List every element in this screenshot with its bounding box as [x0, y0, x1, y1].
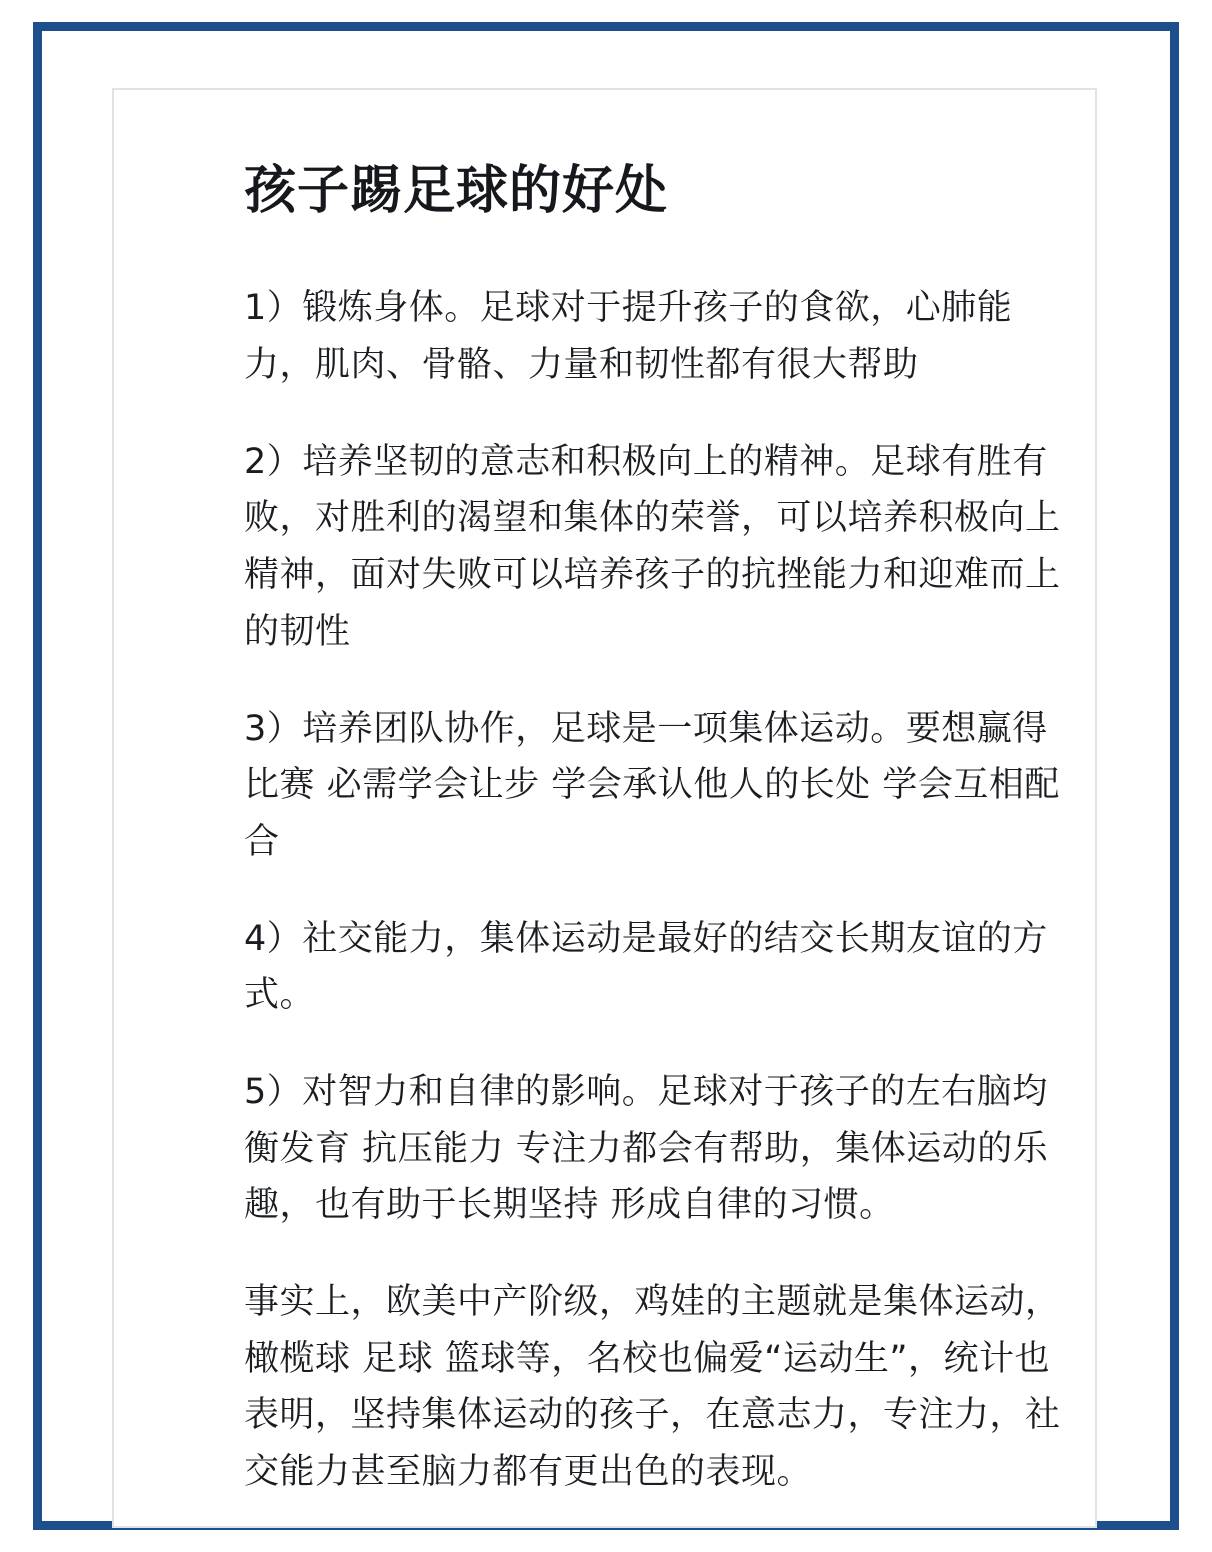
- paragraph-4: 4）社交能力，集体运动是最好的结交长期友谊的方式。: [244, 918, 1048, 1016]
- document-sheet: [112, 88, 1097, 1528]
- paragraph-3: 3）培养团队协作，足球是一项集体运动。要想赢得比赛 必需学会让步 学会承认他人的长处 学会互相配合: [244, 708, 1060, 862]
- paragraph-2: 2）培养坚韧的意志和积极向上的精神。足球有胜有败，对胜利的渴望和集体的荣誉，可以培养积极向上精神，面对失败可以培养孩子的抗挫能力和迎难而上的韧性: [244, 441, 1061, 652]
- paragraph-6: 事实上，欧美中产阶级，鸡娃的主题就是集体运动，橄榄球 足球 篮球等，名校也偏爱“运动生”，统计也表明，坚持集体运动的孩子，在意志力，专注力，社交能力甚至脑力都有更出色的表现。: [244, 1282, 1061, 1493]
- paragraph-1: 1）锻炼身体。足球对于提升孩子的食欲，心肺能力，肌肉、骨骼、力量和韧性都有很大帮助: [244, 288, 1013, 386]
- document-outer-frame: [33, 22, 1179, 1530]
- document-content: [244, 160, 1064, 1501]
- page-title: 孩子踢足球的好处: [244, 161, 669, 221]
- paragraph-5: 5）对智力和自律的影响。足球对于孩子的左右脑均衡发育 抗压能力 专注力都会有帮助，集体运动的乐趣，也有助于长期坚持 形成自律的习惯。: [244, 1071, 1049, 1226]
